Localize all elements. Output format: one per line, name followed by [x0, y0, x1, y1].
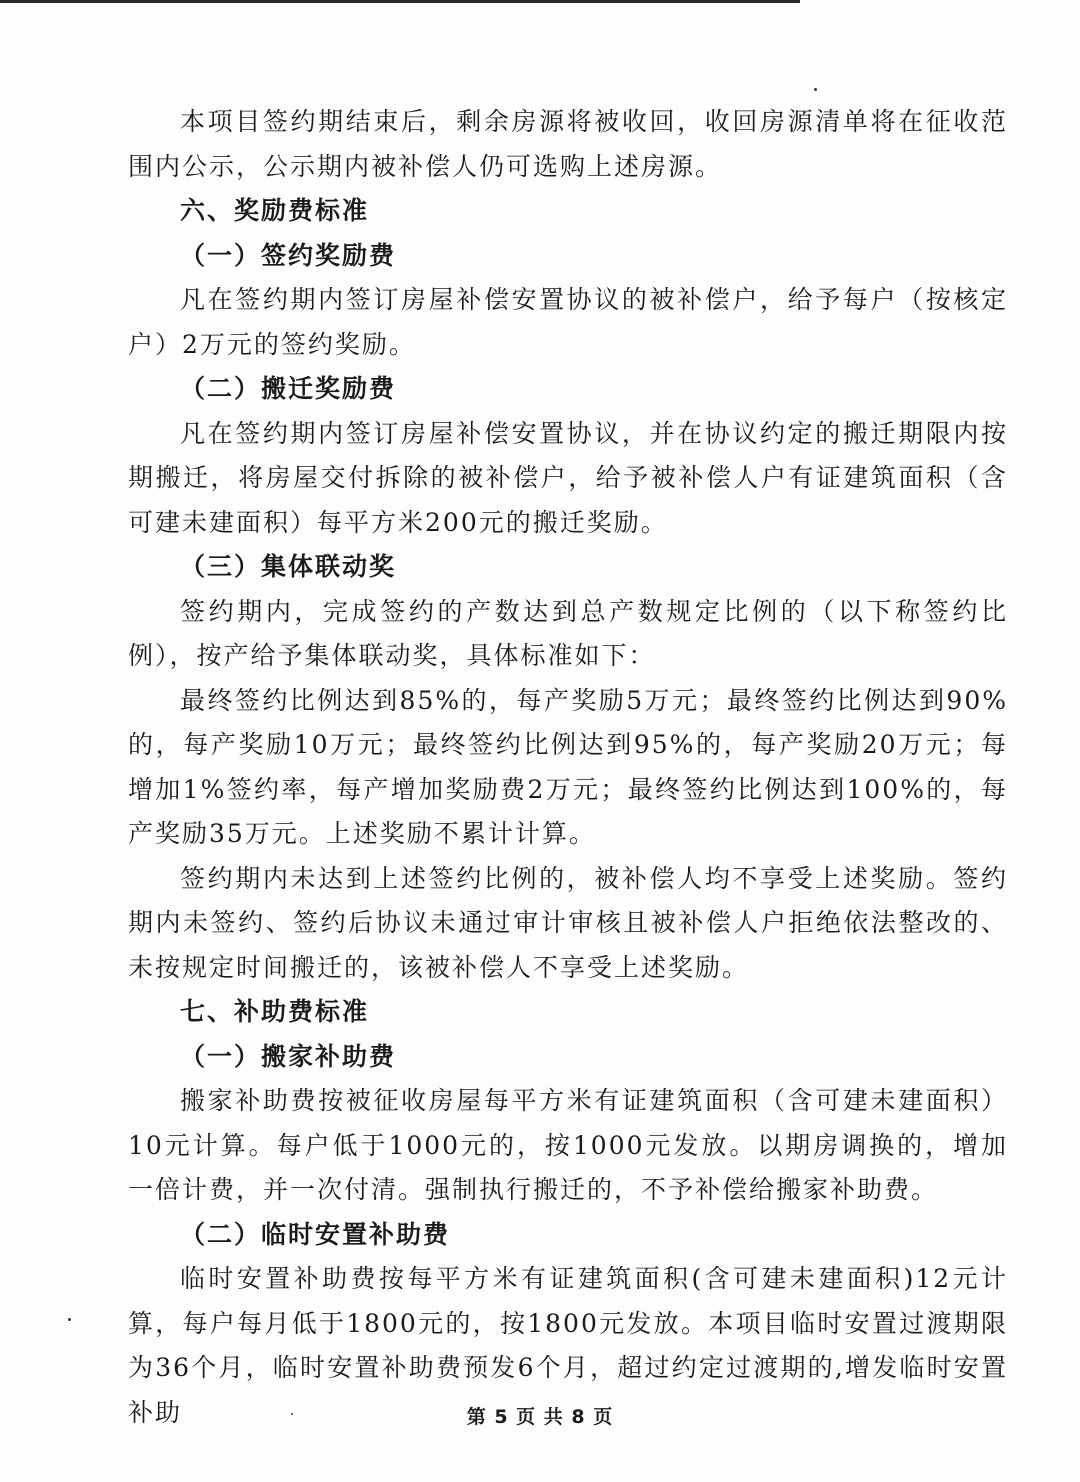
- scan-speck: [814, 88, 817, 91]
- heading-moving-subsidy: （一）搬家补助费: [180, 1041, 397, 1071]
- paragraph-signing-reward: 凡在签约期内签订房屋补偿安置协议的被补偿户，给予每户（按核定户）2万元的签约奖励。: [128, 285, 1008, 359]
- scan-speck: [68, 1318, 71, 1321]
- heading-signing-reward: （一）签约奖励费: [180, 240, 397, 270]
- scan-speck: [291, 1413, 293, 1415]
- heading-relocation-reward: （二）搬迁奖励费: [180, 374, 397, 403]
- paragraph-housing-recall: 本项目签约期结束后，剩余房源将被收回，收回房源清单将在征收范围内公示，公示期内被补偿人仍可选购上述房源。: [128, 107, 1008, 181]
- heading-section-7: 七、补助费标准: [180, 997, 370, 1026]
- page-number: 第 5 页 共 8 页: [466, 1406, 614, 1428]
- document-body: [128, 100, 1008, 1435]
- paragraph-relocation-reward: 凡在签约期内签订房屋补偿安置协议，并在协议约定的搬迁期限内按期搬迁，将房屋交付拆除的被补偿户，给予被补偿人户有证建筑面积（含可建未建面积）每平方米200元的搬迁奖励。: [128, 418, 1008, 537]
- paragraph-moving-subsidy: 搬家补助费按被征收房屋每平方米有证建筑面积（含可建未建面积）10元计算。每户低于1000元的，按1000元发放。以期房调换的，增加一倍计费，并一次付清。强制执行搬迁的，不予补偿给搬家补助费。: [128, 1086, 1008, 1204]
- paragraph-temporary-subsidy: 临时安置补助费按每平方米有证建筑面积(含可建未建面积)12元计算，每户每月低于1800元的，按1800元发放。本项目临时安置过渡期限为36个月，临时安置补助费预发6个月，超过约定过渡期的,增发临时安置补助: [128, 1264, 1008, 1427]
- heading-section-6: 六、奖励费标准: [180, 196, 370, 225]
- paragraph-collective-intro: 签约期内，完成签约的产数达到总产数规定比例的（以下称签约比例），按产给予集体联动奖，具体标准如下：: [128, 596, 1008, 670]
- paragraph-collective-standards: 最终签约比例达到85%的，每产奖励5万元；最终签约比例达到90%的，每产奖励10万元；最终签约比例达到95%的，每产奖励20万元；每增加1%签约率，每产增加奖励费2万元；最终签约比例达到100%的，每产奖励35万元。上述奖励不累计计算。: [128, 685, 1008, 848]
- heading-collective-reward: （三）集体联动奖: [180, 552, 397, 581]
- paragraph-collective-exclusions: 签约期内未达到上述签约比例的，被补偿人均不享受上述奖励。签约期内未签约、签约后协议未通过审计审核且被补偿人户拒绝依法整改的、未按规定时间搬迁的，该被补偿人不享受上述奖励。: [128, 863, 1008, 982]
- scan-edge: [0, 0, 800, 3]
- heading-temporary-subsidy: （二）临时安置补助费: [180, 1219, 451, 1249]
